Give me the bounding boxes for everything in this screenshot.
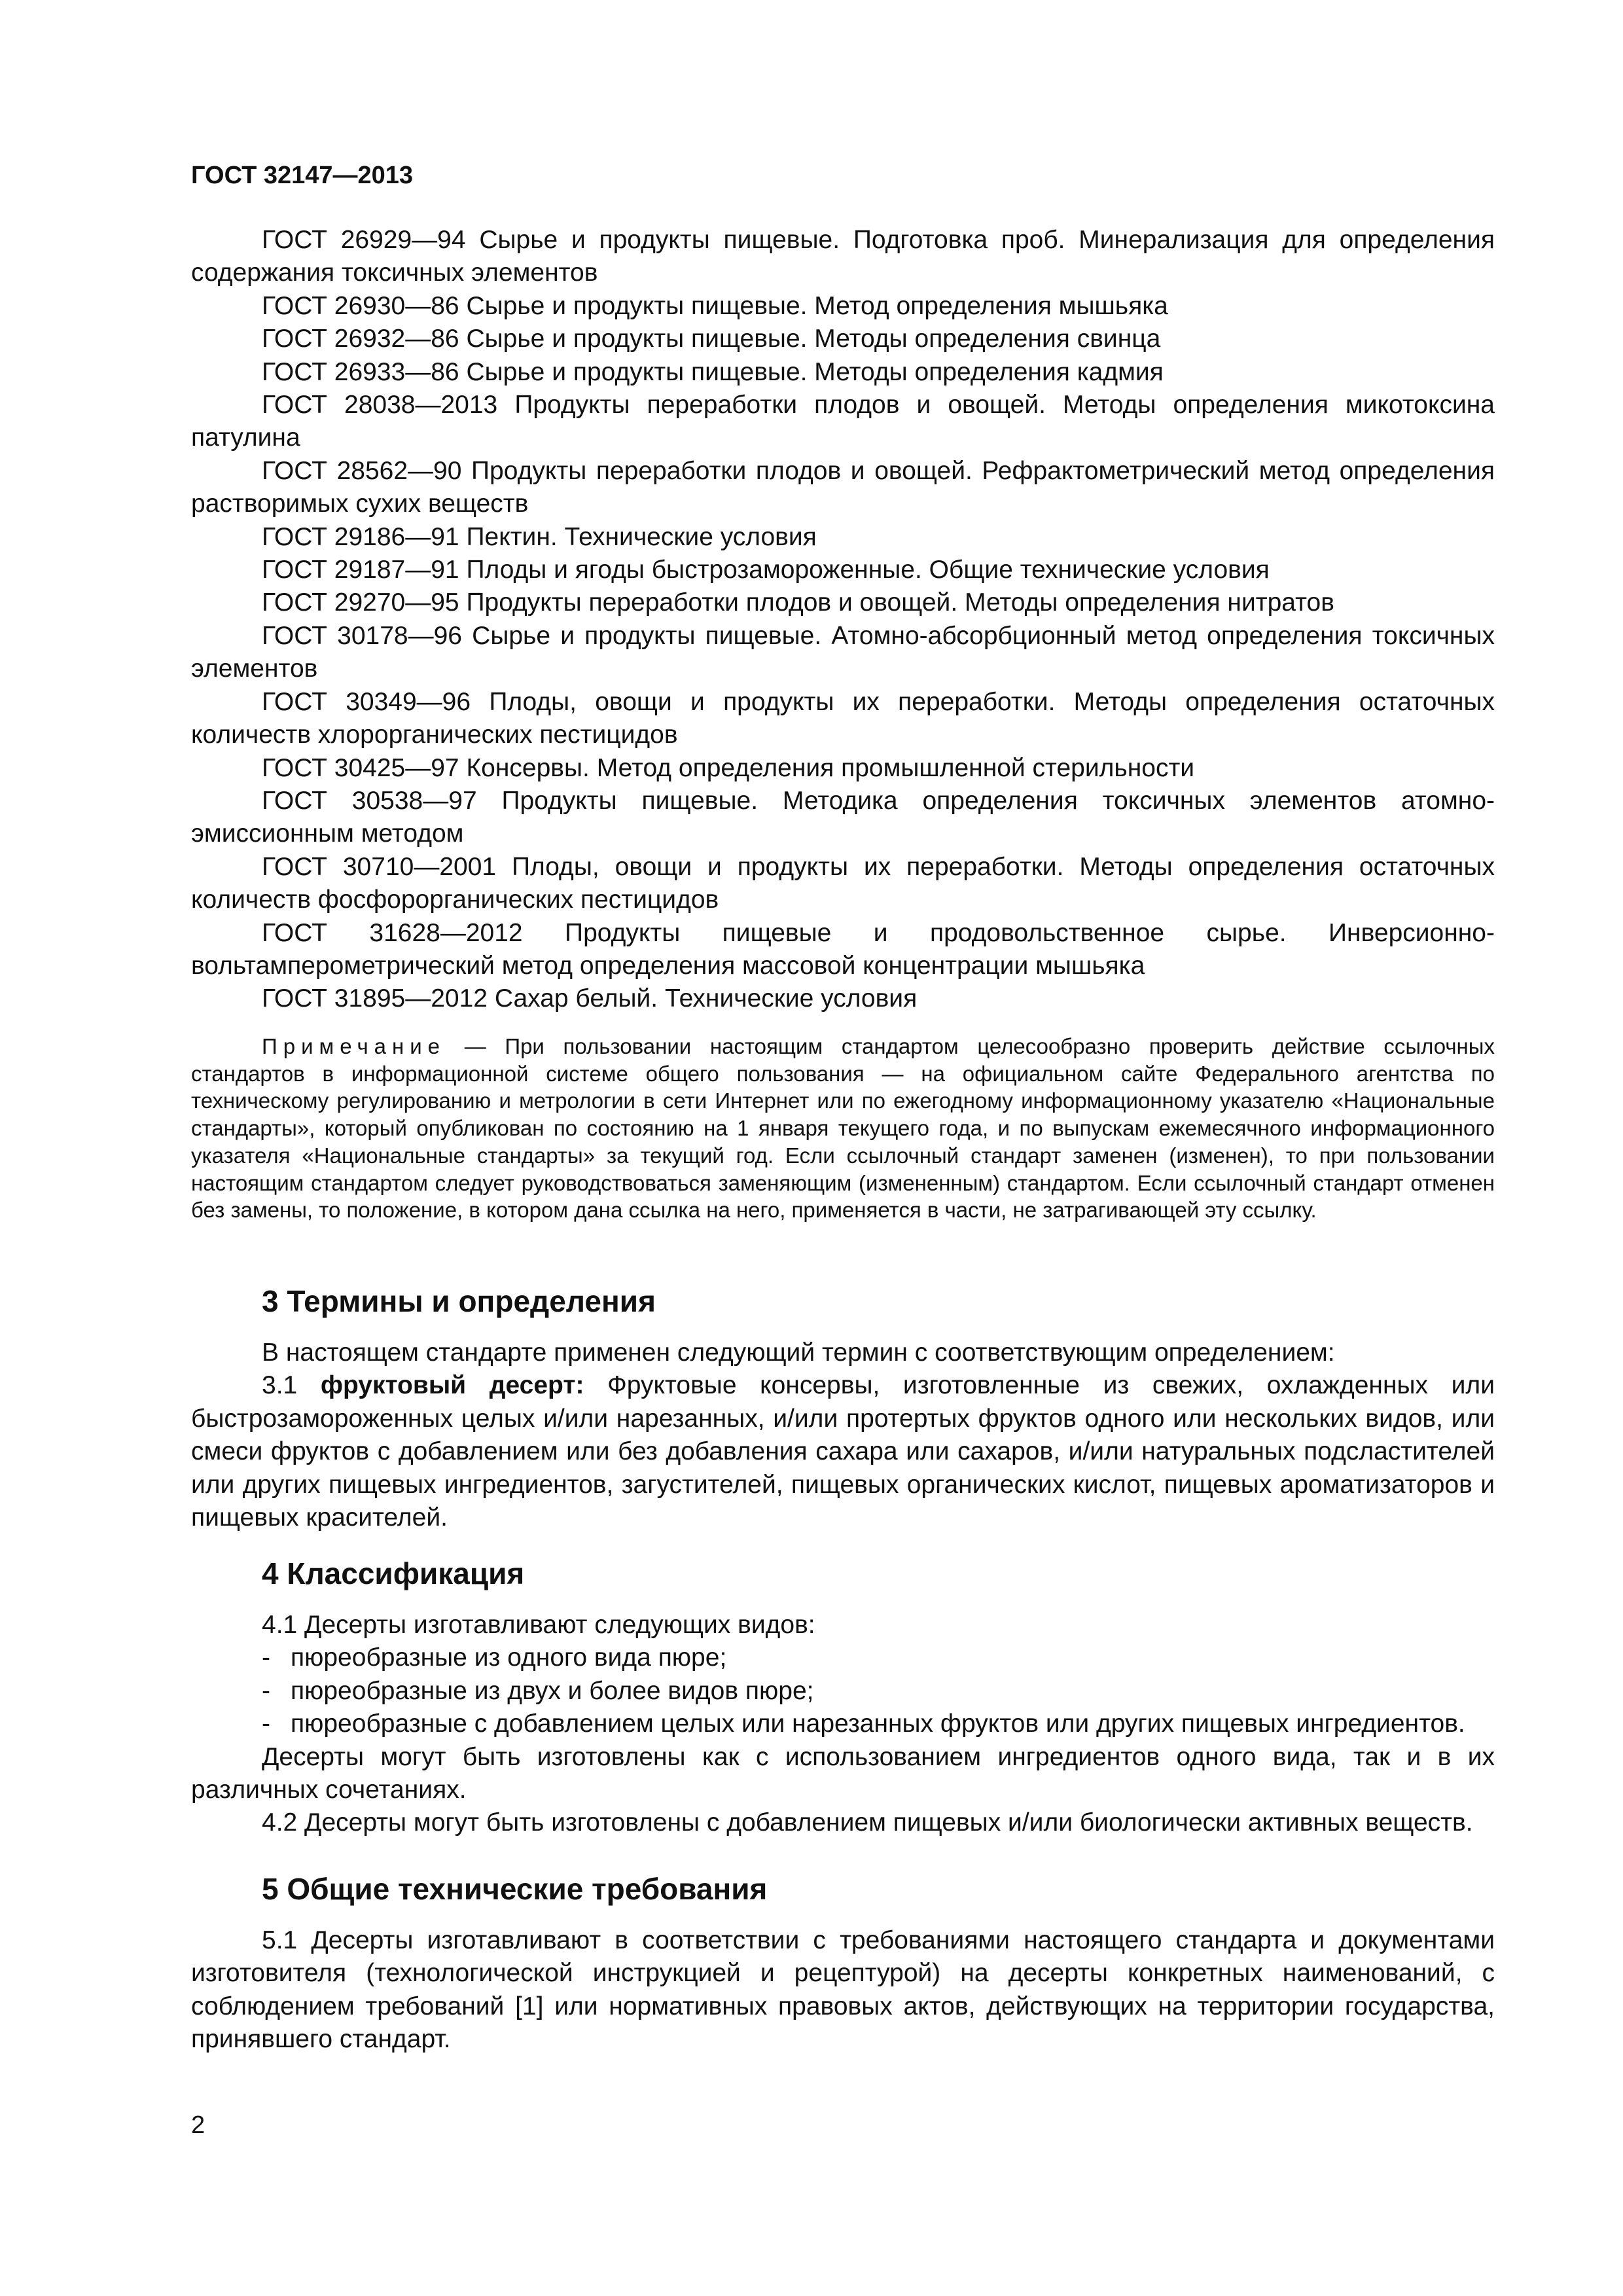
reference-code: ГОСТ 30538—97	[262, 786, 477, 815]
reference-title: Продукты переработки плодов и овощей. Методы определения микотоксина патулина	[191, 391, 1495, 452]
reference-code: ГОСТ 26930—86	[262, 291, 459, 320]
page-number: 2	[191, 2111, 205, 2139]
reference-item	[191, 290, 1495, 323]
section-classification	[191, 1555, 1495, 1840]
reference-item	[191, 323, 1495, 355]
section-intro: В настоящем стандарте применен следующий термин с соответствующим определением:	[262, 1338, 1335, 1367]
list-item: - пюреобразные из одного вида пюре;	[262, 1643, 727, 1672]
reference-code: ГОСТ 26933—86	[262, 357, 459, 386]
reference-title: Сырье и продукты пищевые. Атомно-абсорбционный метод определения токсичных элементов	[191, 621, 1495, 683]
reference-title: Плоды и ягоды быстрозамороженные. Общие технические условия	[466, 556, 1270, 584]
paragraph: Десерты могут быть изготовлены как с использованием ингредиентов одного вида, так и в их различных сочетаниях.	[191, 1742, 1495, 1804]
reference-code: ГОСТ 29187—91	[262, 556, 459, 584]
reference-title: Сырье и продукты пищевые. Подготовка проб. Минерализация для определения содержания токсичных элементов	[191, 226, 1495, 287]
reference-code: ГОСТ 30178—96	[262, 621, 462, 650]
definition-number: 3.1	[262, 1371, 298, 1400]
reference-title: Плоды, овощи и продукты их переработки. Методы определения остаточных количеств хлорорганических пестицидов	[191, 687, 1495, 749]
section-title: 3 Термины и определения	[262, 1284, 656, 1318]
reference-code: ГОСТ 29270—95	[262, 588, 459, 617]
reference-code: ГОСТ 28562—90	[262, 456, 462, 485]
reference-item	[191, 752, 1495, 785]
definition-text: Фруктовые консервы, изготовленные из свежих, охлажденных или быстрозамороженных целых и/или нарезанных, и/или протертых фруктов одного или нескольких видов, или смеси фруктов с добавлением или без добавления сахара или сахаров, и/или натуральных подсластителей или других пищевых ингредиентов, загустителей, пищевых органических кислот, пищевых ароматизаторов и пищевых красителей.	[191, 1371, 1495, 1532]
paragraph: 4.1 Десерты изготавливают следующих видов:	[262, 1611, 815, 1639]
normative-references-list	[191, 224, 1495, 1016]
reference-item	[191, 455, 1495, 521]
reference-item	[191, 586, 1495, 619]
reference-code: ГОСТ 31895—2012	[262, 984, 488, 1013]
reference-code: ГОСТ 30425—97	[262, 753, 459, 782]
reference-item	[191, 917, 1495, 983]
reference-title: Сырье и продукты пищевые. Методы определения кадмия	[466, 357, 1164, 386]
reference-code: ГОСТ 29186—91	[262, 522, 459, 551]
reference-code: ГОСТ 31628—2012	[262, 918, 523, 947]
reference-title: Сырье и продукты пищевые. Методы определения свинца	[466, 325, 1161, 353]
reference-item	[191, 389, 1495, 455]
reference-item	[191, 686, 1495, 752]
reference-code: ГОСТ 30710—2001	[262, 852, 497, 881]
section-general-requirements	[191, 1871, 1495, 2056]
reference-title: Продукты пищевые и продовольственное сырье. Инверсионно-вольтамперометрический метод определения массовой концентрации мышьяка	[191, 918, 1495, 980]
reference-item	[191, 521, 1495, 554]
document-code-header: ГОСТ 32147—2013	[191, 162, 414, 189]
note-label: Примечание	[262, 1034, 446, 1058]
note-text: — При пользовании настоящим стандартом целесообразно проверить действие ссылочных стандартов в информационной системе общего пользования — на официальном сайте Федерального агентства по техническому регулированию и метрологии в сети Интернет или по ежегодному информационному указателю «Национальные стандарты», который опубликован по состоянию на 1 января текущего года, и по выпускам ежемесячного информационного указателя «Национальные стандарты» за текущий год. Если ссылочный стандарт заменен (изменен), то при пользовании настоящим стандартом следует руководствоваться заменяющим (измененным) стандартом. Если ссылочный стандарт отменен без замены, то положение, в котором дана ссылка на него, применяется в части, не затрагивающей эту ссылку.	[191, 1034, 1495, 1223]
reference-item	[191, 554, 1495, 586]
list-item-text: пюреобразные из одного вида пюре;	[291, 1643, 727, 1672]
reference-item	[191, 785, 1495, 851]
list-item: - пюреобразные из двух и более видов пюре;	[262, 1676, 814, 1705]
reference-item	[191, 982, 1495, 1015]
note-paragraph	[191, 1033, 1495, 1224]
reference-title: Продукты переработки плодов и овощей. Рефрактометрический метод определения растворимых сухих веществ	[191, 456, 1495, 518]
reference-code: ГОСТ 28038—2013	[262, 391, 498, 420]
reference-title: Продукты переработки плодов и овощей. Методы определения нитратов	[466, 588, 1334, 617]
reference-title: Продукты пищевые. Методика определения токсичных элементов атомно-эмиссионным методом	[191, 786, 1495, 848]
list-item-text: пюреобразные из двух и более видов пюре;	[291, 1676, 814, 1705]
reference-item	[191, 356, 1495, 389]
section-title: 4 Классификация	[262, 1556, 525, 1590]
term-definition	[191, 1369, 1495, 1534]
section-terms	[191, 1283, 1495, 1534]
reference-title: Консервы. Метод определения промышленной стерильности	[466, 753, 1195, 782]
list-item-text: пюреобразные с добавлением целых или нарезанных фруктов или других пищевых ингредиентов.	[291, 1710, 1465, 1738]
reference-code: ГОСТ 26932—86	[262, 325, 459, 353]
paragraph: 5.1 Десерты изготавливают в соответствии с требованиями настоящего стандарта и документами изготовителя (технологической инструкцией и рецептурой) на десерты конкретных наименований, с соблюдением требований [1] или нормативных правовых актов, действующих на территории государства, принявшего стандарт.	[191, 1926, 1495, 2054]
list-item: - пюреобразные с добавлением целых или нарезанных фруктов или других пищевых ингредиентов.	[262, 1710, 1465, 1738]
reference-title: Сахар белый. Технические условия	[494, 984, 918, 1013]
reference-code: ГОСТ 30349—96	[262, 687, 471, 716]
section-title: 5 Общие технические требования	[262, 1872, 768, 1906]
reference-title: Сырье и продукты пищевые. Метод определения мышьяка	[466, 291, 1168, 320]
reference-item	[191, 620, 1495, 686]
reference-title: Пектин. Технические условия	[466, 522, 817, 551]
reference-code: ГОСТ 26929—94	[262, 226, 466, 254]
reference-item	[191, 224, 1495, 290]
term-name: фруктовый десерт:	[320, 1371, 584, 1400]
reference-item	[191, 851, 1495, 917]
paragraph: 4.2 Десерты могут быть изготовлены с добавлением пищевых и/или биологически активных веществ.	[262, 1808, 1473, 1837]
reference-title: Плоды, овощи и продукты их переработки. Методы определения остаточных количеств фосфорорганических пестицидов	[191, 852, 1495, 914]
